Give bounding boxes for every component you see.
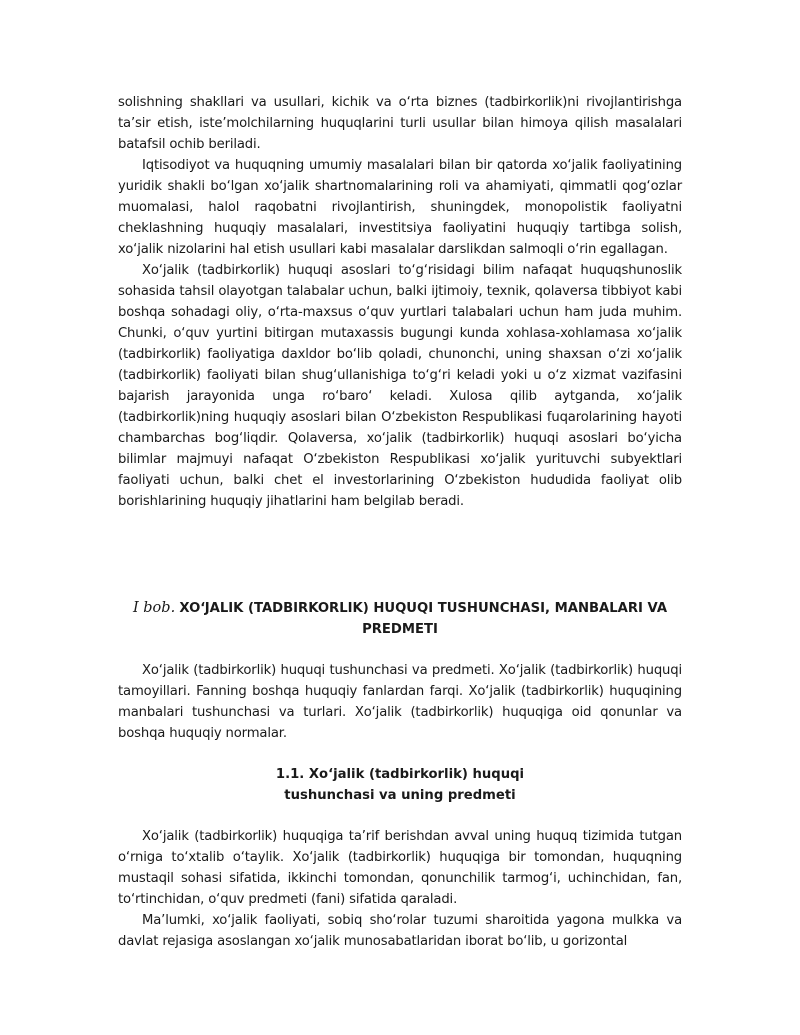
chapter-heading bbox=[118, 598, 682, 640]
chapter-intro: Xo‘jalik (tadbirkorlik) huquqi tushunchasi va predmeti. Xo‘jalik (tadbirkorlik) huquqi tamoyillari. Fanning boshqa huquqiy fanlardan farqi. Xo‘jalik (tadbirkorlik) huquqining manbalari tushunchasi va turlari. Xo‘jalik (tadbirkorlik) huquqiga oid qonunlar va boshqa huquqiy normalar. bbox=[118, 663, 682, 741]
section-heading bbox=[118, 764, 682, 806]
section-paragraph-history: Ma’lumki, xo‘jalik faoliyati, sobiq sho‘rolar tuzumi sharoitida yagona mulkka va davlat rejasiga asoslangan xo‘jalik munosabatlaridan iborat bo‘lib, u gorizontal bbox=[118, 913, 682, 949]
chapter-title-line2: PREDMETI bbox=[362, 622, 438, 637]
section-title-line2: tushunchasi va uning predmeti bbox=[284, 788, 516, 803]
paragraph-knowledge-importance: Xo‘jalik (tadbirkorlik) huquqi asoslari to‘g‘risidagi bilim nafaqat huquqshunoslik sohasida tahsil olayotgan talabalar uchun, balki ijtimoiy, texnik, qolaversa tibbiyot kabi boshqa sohadagi oliy, o‘rta-maxsus o‘quv yurtlari talabalari uchun ham juda muhim. Chunki, o‘quv yurtini bitirgan mutaxassis bugungi kunda xohlasa-xohlamasa xo‘jalik (tadbirkorlik) faoliyatiga daxldor bo‘lib qoladi, chunonchi, uning shaxsan o‘zi xo‘jalik (tadbirkorlik) faoliyati bilan shug‘ullanishiga to‘g‘ri keladi yoki u o‘z xizmat vazifasini bajarish jarayonida unga ro‘baro‘ keladi. Xulosa qilib aytganda, xo‘jalik (tadbirkorlik)ning huquqiy asoslari bilan O‘zbekiston Respublikasi fuqarolarining hayoti chambarchas bog‘liqdir. Qolaversa, xo‘jalik (tadbirkorlik) huquqi asoslari bo‘yicha bilimlar majmuyi nafaqat O‘zbekiston Respublikasi xo‘jalik yurituvchi subyektlari faoliyati uchun, balki chet el investorlarining O‘zbekiston hududida faoliyat olib borishlarining huquqiy jihatlarini ham belgilab beradi. bbox=[118, 263, 682, 509]
section-paragraph-definition: Xo‘jalik (tadbirkorlik) huquqiga ta’rif berishdan avval uning huquq tizimida tutgan o‘rniga to‘xtalib o‘taylik. Xo‘jalik (tadbirkorlik) huquqiga bir tomondan, huquqning mustaqil sohasi sifatida, ikkinchi tomondan, qonunchilik tarmog‘i, uchinchidan, fan, to‘rtinchidan, o‘quv predmeti (fani) sifatida qaraladi. bbox=[118, 829, 682, 907]
section-title-line1: 1.1. Xo‘jalik (tadbirkorlik) huquqi bbox=[275, 767, 525, 782]
chapter-title-line1: XO‘JALIK (TADBIRKORLIK) HUQUQI TUSHUNCHASI, MANBALARI VA bbox=[179, 601, 668, 616]
document-page bbox=[118, 92, 682, 952]
paragraph-continuation: solishning shakllari va usullari, kichik va o‘rta biznes (tadbirkorlik)ni rivojlantirishga ta’sir etish, iste’molchilarning huquqlarini turli usullar bilan himoya qilish masalalari batafsil ochib beriladi. bbox=[118, 95, 682, 152]
chapter-label: I bob. bbox=[132, 600, 176, 616]
paragraph-economy-law: Iqtisodiyot va huquqning umumiy masalalari bilan bir qatorda xo‘jalik faoliyatining yuridik shakli bo‘lgan xo‘jalik shartnomalarining roli va ahamiyati, qimmatli qog‘ozlar muomalasi, halol raqobatni rivojlantirish, shuningdek, monopolistik faoliyatni cheklashning huquqiy masalalari, investitsiya faoliyatini huquqiy tartibga solish, xo‘jalik nizolarini hal etish usullari kabi masalalar darslikdan salmoqli o‘rin egallagan. bbox=[118, 158, 682, 257]
